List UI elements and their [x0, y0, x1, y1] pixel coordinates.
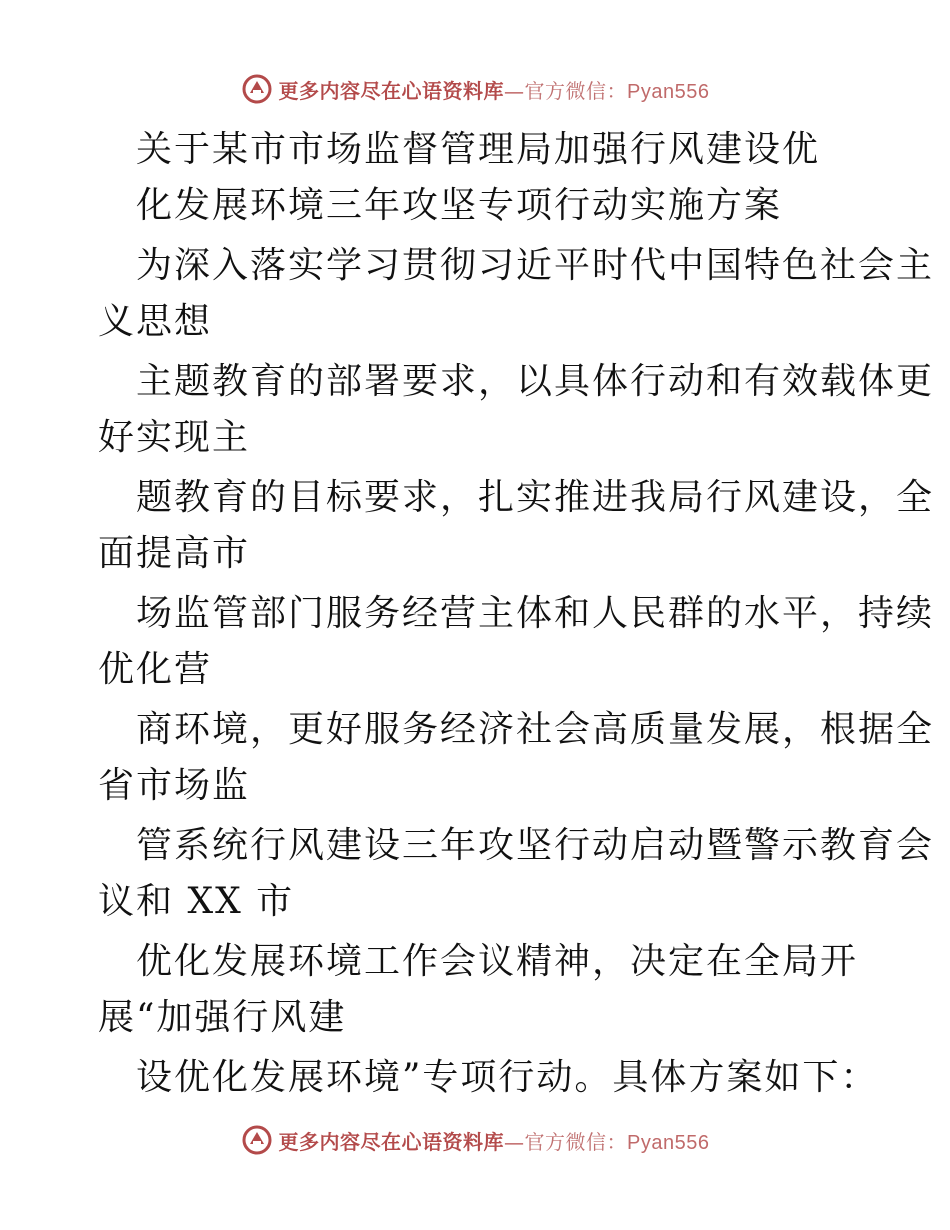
watermark-text: 更多内容尽在心语资料库—官方微信：Pyan556 [278, 78, 710, 103]
doc-paragraph-line: 主题教育的部署要求，以具体行动和有效载体更 [136, 361, 935, 402]
doc-paragraph-line: 优化发展环境工作会议精神，决定在全局开 [136, 941, 859, 982]
doc-paragraph-line: 题教育的目标要求，扎实推进我局行风建设，全 [136, 477, 935, 518]
doc-paragraph-line: 商环境，更好服务经济社会高质量发展，根据全 [136, 709, 935, 750]
doc-title-line-2: 化发展环境三年攻坚专项行动实施方案 [136, 185, 783, 226]
doc-title-line-1: 关于某市市场监督管理局加强行风建设优 [136, 129, 821, 170]
doc-paragraph-line: 省市场监 [98, 765, 251, 806]
doc-paragraph-line: 为深入落实学习贯彻习近平时代中国特色社会主 [136, 245, 935, 286]
doc-paragraph-line: 设优化发展环境”专项行动。具体方案如下： [136, 1057, 879, 1098]
doc-paragraph-line: 好实现主 [98, 417, 251, 458]
doc-paragraph-line: 义思想 [98, 301, 213, 342]
watermark-text: 更多内容尽在心语资料库—官方微信：Pyan556 [278, 1129, 710, 1154]
doc-paragraph-line: 议和 XX 市 [98, 881, 295, 922]
book-logo-icon [241, 1124, 273, 1156]
doc-paragraph-line: 优化营 [98, 649, 213, 690]
doc-paragraph-line: 面提高市 [98, 533, 251, 574]
watermark-banner-bottom [0, 1122, 950, 1158]
doc-paragraph-line: 场监管部门服务经营主体和人民群的水平，持续 [136, 593, 935, 634]
doc-paragraph-line: 展“加强行风建 [98, 997, 347, 1038]
doc-paragraph-line: 管系统行风建设三年攻坚行动启动暨警示教育会 [136, 825, 935, 866]
